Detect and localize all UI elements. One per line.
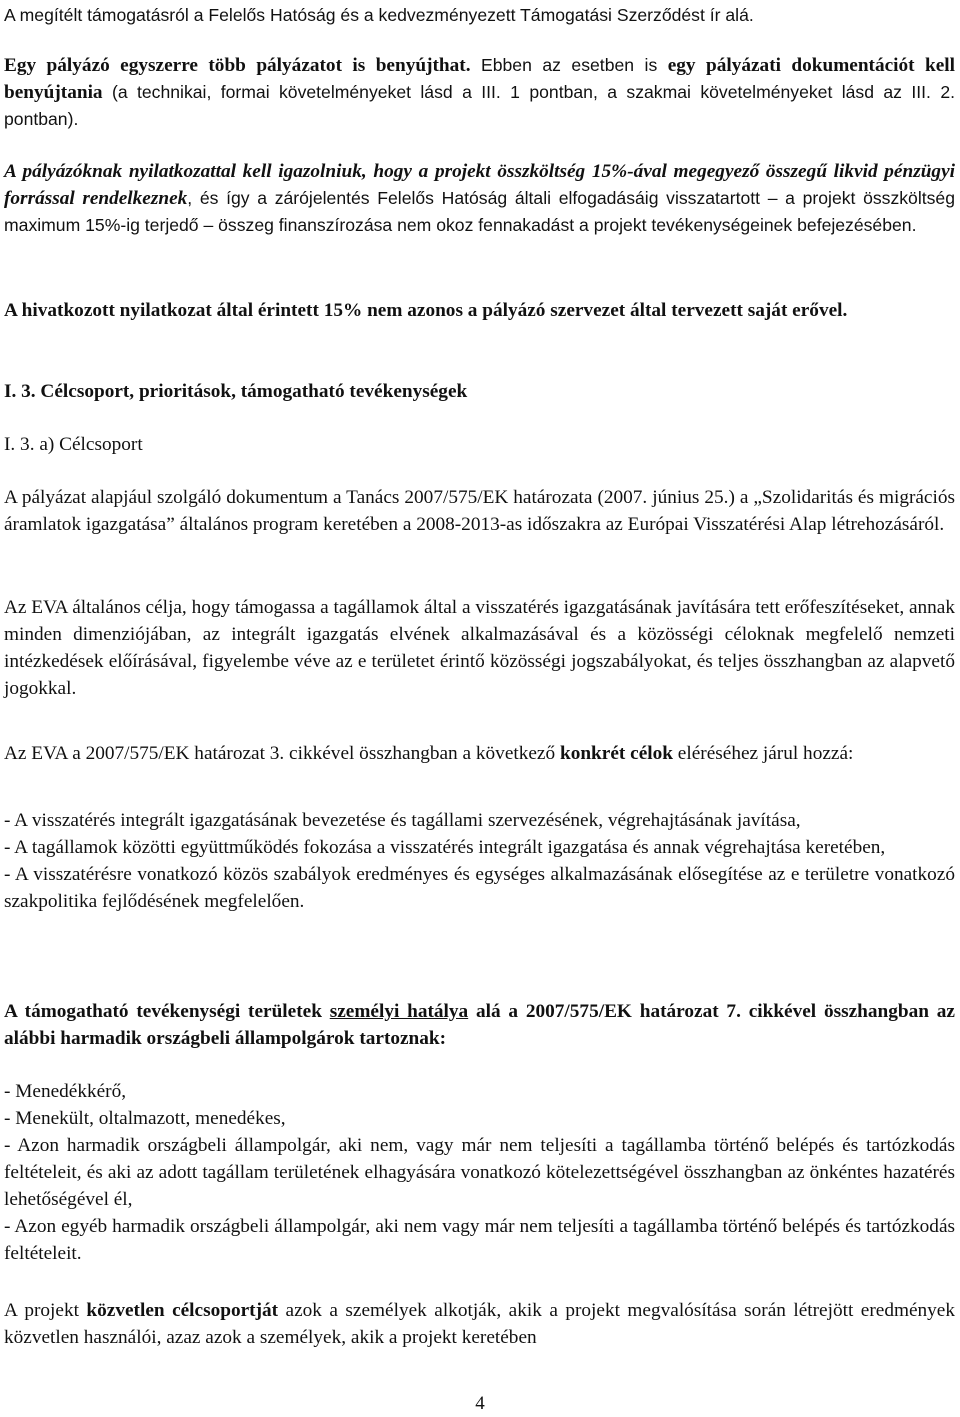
bold-text: egy pályázati dokumentációt kell benyújtania [4,55,955,103]
paragraph-personal-scope [4,998,955,1052]
target-persons-list [4,1078,955,1267]
list-item: - Menedékkérő, [4,1081,127,1102]
list-item: - Azon egyéb harmadik országbeli állampolgár, aki nem vagy már nem teljesíti a tagállamba történő belépés és tartózkodás feltételeit. [4,1216,955,1264]
paragraph-liquidity-declaration [4,158,955,239]
bold-text: konkrét célok [559,743,673,764]
bold-text: A támogatható tevékenységi területek [4,1001,330,1022]
bold-text: Egy pályázó egyszerre több pályázatot is benyújthat. [4,55,471,76]
plain-text: (a technikai, formai követelményeket lásd a III. 1 pontban, a szakmai követelményeket lásd az III. 2. pontban). [4,82,955,129]
bold-italic-text: A pályázóknak nyilatkozattal kell igazolniuk, hogy a projekt összköltség 15%-ával megegyező összegű likvid pénzügyi forrással rendelkeznek [4,161,955,209]
paragraph-direct-target-group [4,1297,955,1351]
bold-text: közvetlen célcsoportját [86,1300,279,1321]
paragraph-specific-objectives-intro [4,740,955,767]
list-item: - Menekült, oltalmazott, menedékes, [4,1108,286,1129]
plain-text: Az EVA a 2007/575/EK határozat 3. cikkével összhangban a következő [4,743,560,764]
underlined-text: személyi hatálya [329,1001,469,1022]
list-item: - A visszatérésre vonatkozó közös szabályok eredményes és egységes alkalmazásának elősegítése az e területre vonatkozó szakpolitika fejlődésének megfelelően. [4,864,955,912]
paragraph-text: A pályázat alapjául szolgáló dokumentum a Tanács 2007/575/EK határozata (2007. június 25.) a „Szolidaritás és migrációs áramlatok igazgatása” általános program keretében a 2008-2013-as időszakra az Európai Visszatérési Alap létrehozásáról. [4,487,955,535]
list-item: - A visszatérés integrált igazgatásának bevezetése és tagállami szervezésének, végrehajtásának javítása, [4,810,801,831]
plain-text: A projekt [4,1300,87,1321]
paragraph-text: A hivatkozott nyilatkozat által érintett 15% nem azonos a pályázó szervezet által tervezett saját erővel. [4,300,848,321]
paragraph-multiple-applications [4,52,955,133]
paragraph-general-objective [4,594,955,702]
objectives-list [4,807,955,915]
plain-text: eléréséhez járul hozzá: [672,743,854,764]
paragraph-text: Az EVA általános célja, hogy támogassa a tagállamok által a visszatérés igazgatásának javítására tett erőfeszítéseket, annak minden dimenziójában, az integrált igazgatás elvének alkalmazásával és a közösségi céloknak megfelelő nemzeti intézkedések előírásával, figyelembe véve az e területet érintő közösségi jogszabályokat, és teljes összhangban az alapvető jogokkal. [4,597,955,699]
section-heading: I. 3. Célcsoport, prioritások, támogatható tevékenységek [4,381,468,402]
page-number: 4 [475,1393,485,1414]
paragraph-contract-signing [4,2,955,29]
subsection-heading: I. 3. a) Célcsoport [4,434,143,455]
paragraph-own-contribution-note [4,297,955,324]
plain-text: Ebben az esetben is [470,55,668,75]
list-item: - Azon harmadik országbeli állampolgár, aki nem, vagy már nem teljesíti a tagállamba történő belépés és tartózkodás feltételeit, és aki az adott tagállam területének elhagyására vonatkozó kötelezettségével összhangban az önkéntes hazatérés lehetőségével él, [4,1135,955,1210]
list-item: - A tagállamok közötti együttműködés fokozása a visszatérés integrált igazgatása és annak végrehajtása keretében, [4,837,886,858]
plain-text: azok a személyek alkotják, akik a projekt megvalósítása során létrejött eredmények közvetlen használói, azaz azok a személyek, akik a projekt keretében [4,1300,956,1348]
bold-text: alá a 2007/575/EK határozat 7. cikkével összhangban az alábbi harmadik országbeli állampolgárok tartoznak: [4,1001,955,1049]
plain-text: , és így a zárójelentés Felelős Hatóság általi elfogadásáig visszatartott – a projekt összköltség maximum 15%-ig terjedő – összeg finanszírozása nem okoz fennakadást a projekt tevékenységeinek befejezésében. [4,188,956,235]
paragraph-legal-basis [4,484,955,538]
paragraph-text: A megítélt támogatásról a Felelős Hatóság és a kedvezményezett Támogatási Szerződést ír alá. [4,5,754,25]
